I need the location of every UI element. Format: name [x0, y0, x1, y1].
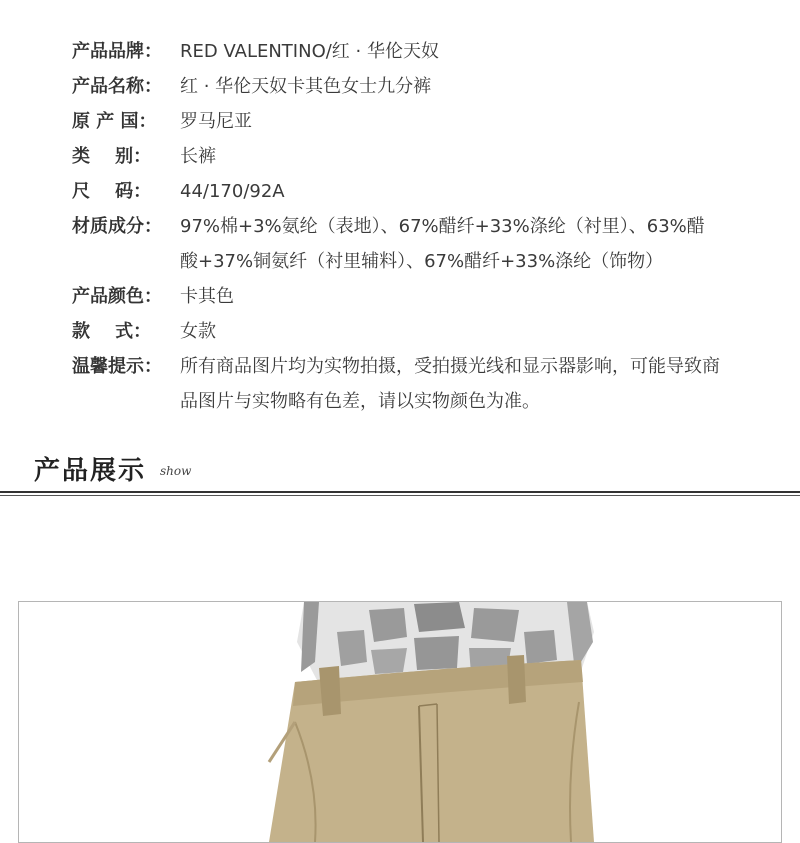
spec-value-line: 44/170/92A	[180, 181, 285, 202]
section-title: 产品展示	[34, 456, 147, 486]
spec-value-line: 所有商品图片均为实物拍摄，受拍摄光线和显示器影响，可能导致商	[180, 356, 720, 377]
spec-value	[180, 104, 762, 139]
spec-label: 温馨提示：	[72, 356, 162, 377]
divider-line	[0, 495, 800, 496]
spec-value-line: 红 · 华伦天奴卡其色女士九分裤	[180, 76, 432, 97]
spec-value	[180, 174, 762, 209]
spec-value	[180, 314, 762, 349]
product-photo	[18, 601, 782, 843]
spec-row-name	[72, 69, 762, 104]
spec-row-notice	[72, 349, 762, 419]
spec-value	[180, 69, 762, 104]
spec-label: 产品颜色：	[72, 286, 162, 307]
spec-value	[180, 139, 762, 174]
spec-value	[180, 34, 762, 69]
spec-value	[180, 349, 762, 419]
spec-row-style	[72, 314, 762, 349]
spec-label: 材质成分：	[72, 216, 162, 237]
spec-label: 尺 码：	[72, 181, 152, 202]
spec-value	[180, 279, 762, 314]
spec-value-line: 罗马尼亚	[180, 111, 252, 132]
spec-label: 产品名称：	[72, 76, 162, 97]
spec-value-line: 长裤	[180, 146, 216, 167]
spec-value-line: RED VALENTINO/红 · 华伦天奴	[180, 41, 439, 62]
spec-value-line: 卡其色	[180, 286, 234, 307]
section-subtitle: show	[160, 464, 192, 478]
spec-label: 产品品牌：	[72, 41, 162, 62]
spec-row-color	[72, 279, 762, 314]
spec-value-line: 97%棉+3%氨纶（表地）、67%醋纤+33%涤纶（衬里）、63%醋	[180, 216, 705, 237]
spec-row-origin	[72, 104, 762, 139]
spec-label: 款 式：	[72, 321, 152, 342]
spec-row-brand	[72, 34, 762, 69]
spec-row-category	[72, 139, 762, 174]
spec-value-line: 品图片与实物略有色差，请以实物颜色为准。	[180, 391, 540, 412]
divider-line	[0, 491, 800, 493]
spec-value	[180, 209, 762, 279]
khaki-pants-photo	[19, 602, 781, 842]
spec-value-line: 女款	[180, 321, 216, 342]
spec-label: 类 别：	[72, 146, 152, 167]
product-showcase-header	[0, 450, 800, 498]
spec-label: 原 产 国：	[72, 111, 157, 132]
spec-row-size	[72, 174, 762, 209]
spec-row-material	[72, 209, 762, 279]
product-spec-table	[72, 34, 762, 419]
spec-value-line: 酸+37%铜氨纤（衬里辅料）、67%醋纤+33%涤纶（饰物）	[180, 251, 664, 272]
